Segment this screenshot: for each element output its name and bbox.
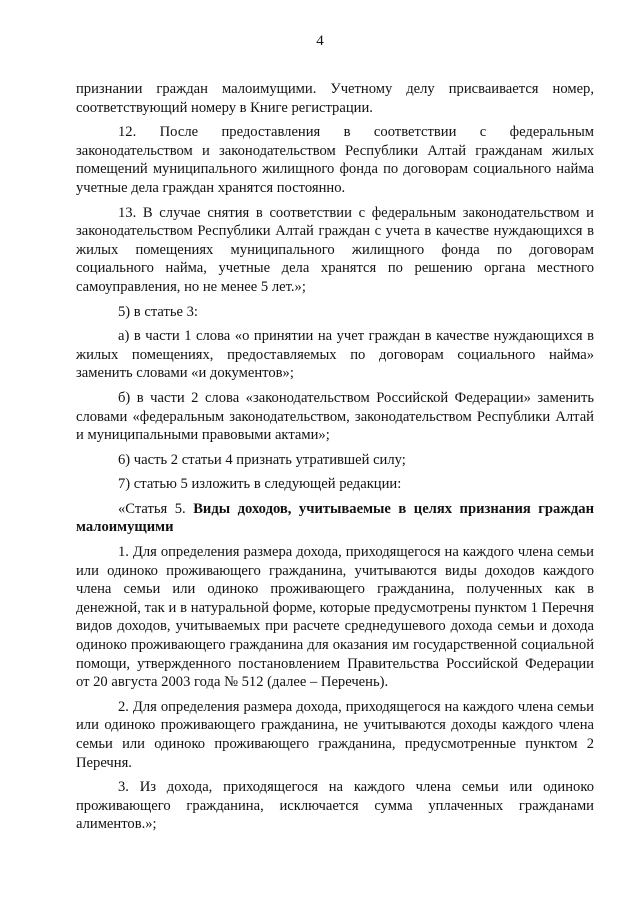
page-number: 4 <box>316 33 324 49</box>
article-paragraph-1: 1. Для определения размера дохода, приходящегося на каждого члена семьи или одиноко проживающего гражданина, учитываются виды доходов каждого члена семьи или одиноко проживающего гражданина, полученных как в денежной, так и в натуральной форме, которые предусмотрены пунктом 1 Перечня видов доходов, учитываемых при расчете среднедушевого дохода семьи и дохода одиноко проживающего гражданина для оказания им государственной социальной помощи, утвержденного постановлением Правительства Российской Федерации от 20 августа 2003 года № 512 (далее – Перечень). <box>76 544 594 691</box>
paragraph-amendment-5b: б) в части 2 слова «законодательством Российской Федерации» заменить словами «федеральным законодательством, законодательством Республики Алтай и муниципальными правовыми актами»; <box>76 389 594 444</box>
paragraph-amendment-7: 7) статью 5 изложить в следующей редакции: <box>118 476 402 493</box>
paragraph-item-12: 12. После предоставления в соответствии с федеральным законодательством и законодательством Республики Алтай гражданам жилых помещений муниципального жилищного фонда по договорам социального найма учетные дела граждан хранятся постоянно. <box>76 124 594 196</box>
paragraph-continuation: признании граждан малоимущими. Учетному делу присваивается номер, соответствующий номеру в Книге регистрации. <box>76 81 594 116</box>
paragraph-amendment-6: 6) часть 2 статьи 4 признать утратившей силу; <box>118 451 406 468</box>
paragraph-item-13: 13. В случае снятия в соответствии с федеральным законодательством и законодательством Республики Алтай граждан с учета в качестве нуждающихся в жилых помещениях муниципального жилищного фонда по договорам социального найма, учетные дела хранятся по решению органа местного самоуправления, но не менее 5 лет.»; <box>76 204 594 295</box>
article-paragraph-2: 2. Для определения размера дохода, приходящегося на каждого члена семьи или одиноко проживающего гражданина, не учитываются доходы каждого члена семьи или одиноко проживающего гражданина, предусмотренные пунктом 2 Перечня. <box>76 698 594 771</box>
paragraph-amendment-5a: а) в части 1 слова «о принятии на учет граждан в качестве нуждающихся в жилых помещениях, предоставляемых по договорам социального найма» заменить словами «и документов»; <box>76 328 594 382</box>
document-body <box>76 80 594 840</box>
article-prefix: «Статья 5. <box>118 500 194 517</box>
paragraph-amendment-5: 5) в статье 3: <box>118 303 198 320</box>
article-heading <box>76 500 594 537</box>
article-paragraph-3: 3. Из дохода, приходящегося на каждого члена семьи или одиноко проживающего гражданина, исключается сумма уплаченных гражданами алиментов.»; <box>76 779 594 833</box>
article-title: Виды доходов, учитываемые в целях признания граждан малоимущими <box>76 500 594 536</box>
